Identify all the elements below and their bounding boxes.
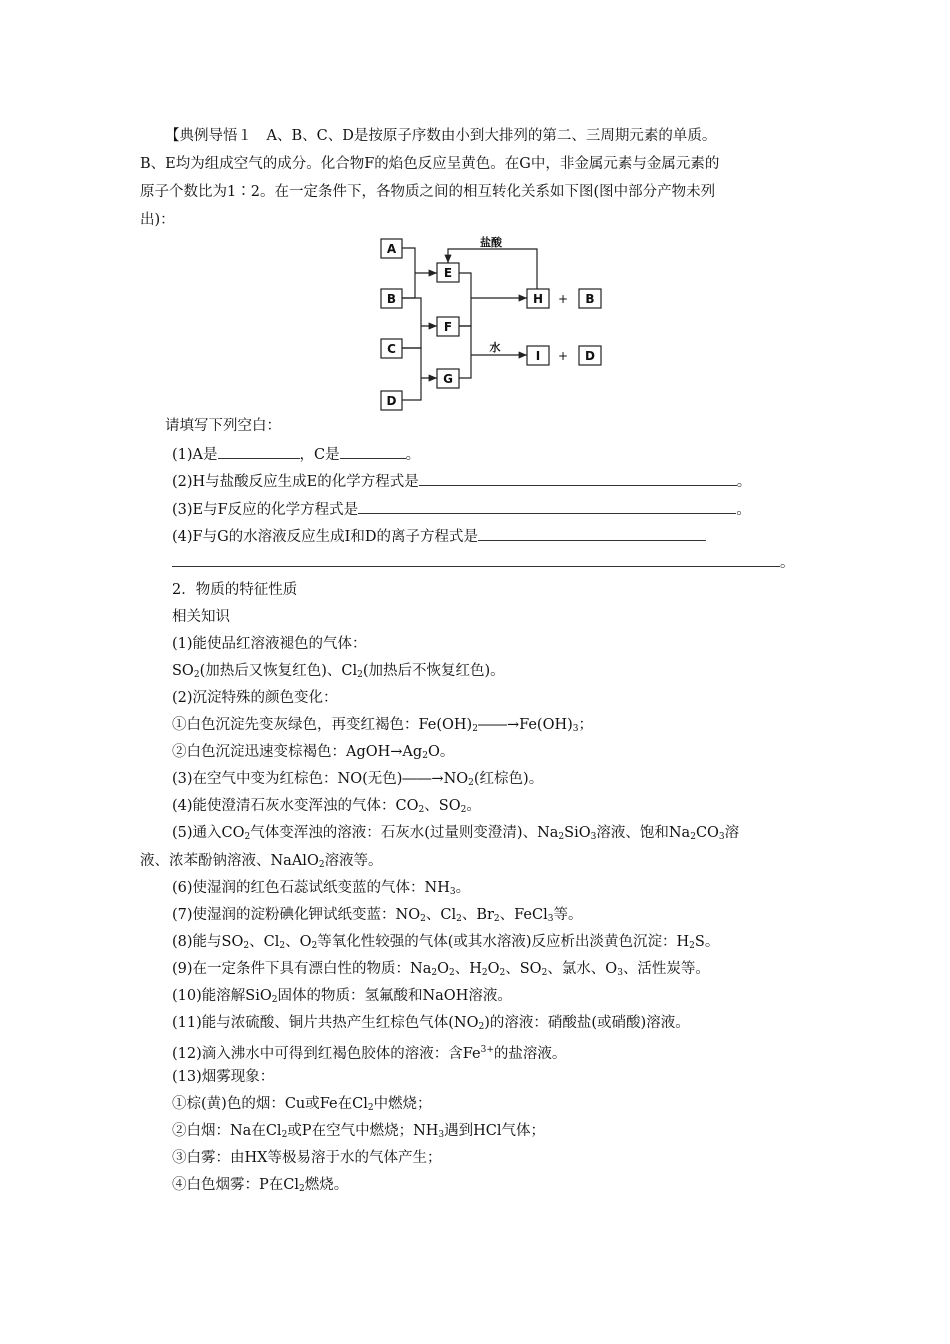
question-prompt: 请填写下列空白： bbox=[165, 418, 281, 434]
section-heading: 2．物质的特征性质 bbox=[172, 582, 298, 598]
question-4-cont bbox=[172, 552, 795, 573]
item-6: (6)使湿润的红色石蕊试纸变蓝的气体：$NH_3$。 bbox=[172, 880, 471, 897]
label-c: C bbox=[387, 342, 396, 356]
reaction-diagram bbox=[370, 228, 615, 418]
question-2 bbox=[172, 471, 751, 492]
intro-line-2: B、E均为组成空气的成分。化合物F的焰色反应呈黄色。在G中，非金属元素与金属元素的 bbox=[140, 156, 720, 172]
label-d-product: D bbox=[585, 349, 595, 363]
answer-blank-3[interactable] bbox=[358, 499, 736, 514]
label-hydrochloric-acid: 盐酸 bbox=[480, 236, 502, 249]
item-11: (11)能与浓硫酸、铜片共热产生红棕色气体$(NO_2)$的溶液：硝酸盐(或硝酸)溶液。 bbox=[172, 1015, 690, 1032]
q1-c-label: ，C是 bbox=[299, 447, 340, 463]
item-13-3: ③白雾：由HX等极易溶于水的气体产生； bbox=[172, 1150, 442, 1166]
item-2-title: (2)沉淀特殊的颜色变化： bbox=[172, 690, 338, 706]
question-4 bbox=[172, 526, 706, 547]
item-1-body: $SO_2$(加热后又恢复红色)、$Cl_2$(加热后不恢复红色)。 bbox=[172, 663, 505, 680]
item-7: (7)使湿润的淀粉碘化钾试纸变蓝：$NO_2$、$Cl_2$、$Br_2$、FeCl$_3$等。 bbox=[172, 907, 583, 924]
q4-label: (4)F与G的水溶液反应生成I和D的离子方程式是 bbox=[172, 529, 479, 545]
item-10: (10)能溶解SiO$_2$固体的物质：氢氟酸和NaOH溶液。 bbox=[172, 988, 512, 1005]
item-13-4: ④白色烟雾：P在$Cl_2$燃烧。 bbox=[172, 1177, 349, 1194]
label-d: D bbox=[386, 394, 397, 408]
item-13-2: ②白烟：Na在$Cl_2$或P在空气中燃烧；$NH_3$遇到HCl气体； bbox=[172, 1123, 546, 1140]
q1-a-label: (1)A是 bbox=[172, 447, 218, 463]
label-a: A bbox=[386, 242, 397, 256]
q3-end: 。 bbox=[736, 502, 751, 518]
answer-blank-a[interactable] bbox=[218, 444, 300, 459]
label-f: F bbox=[443, 320, 453, 334]
label-g: G bbox=[443, 372, 453, 386]
answer-blank-c[interactable] bbox=[340, 444, 406, 459]
plus-sign-1: + bbox=[557, 292, 569, 306]
intro-line-4: 出)： bbox=[140, 212, 175, 228]
item-1-title: (1)能使品红溶液褪色的气体： bbox=[172, 636, 367, 652]
label-h: H bbox=[532, 292, 544, 306]
q3-label: (3)E与F反应的化学方程式是 bbox=[172, 502, 359, 518]
intro-line-3: 原子个数比为1∶2。在一定条件下，各物质之间的相互转化关系如下图(图中部分产物未列 bbox=[140, 184, 716, 200]
item-12: (12)滴入沸水中可得到红褐色胶体的溶液：含$Fe^{3+}$的盐溶液。 bbox=[172, 1045, 567, 1062]
intro-line-1: 【典例导悟１ A、B、C、D是按原子序数由小到大排列的第二、三周期元素的单质。 bbox=[165, 128, 717, 144]
label-water: 水 bbox=[489, 341, 501, 354]
label-b: B bbox=[386, 292, 397, 306]
item-9: (9)在一定条件下具有漂白性的物质：$Na_2O_2$、$H_2O_2$、$SO_2$、氯水、$O_3$、活性炭等。 bbox=[172, 961, 710, 978]
question-1 bbox=[172, 444, 420, 465]
item-5: (5)通入$CO_2$气体变浑浊的溶液：石灰水(过量则变澄清)、$Na_2SiO_3$溶液、饱和$Na_2CO_3$溶 bbox=[172, 825, 740, 842]
q4-end: 。 bbox=[780, 555, 795, 571]
item-2-1: ①白色沉淀先变灰绿色，再变红褐色：$Fe(OH)_2――\to Fe(OH)_3$； bbox=[172, 717, 594, 734]
item-3: (3)在空气中变为红棕色：NO(无色)$――\to NO_2$(红棕色)。 bbox=[172, 771, 544, 788]
item-4: (4)能使澄清石灰水变浑浊的气体：$CO_2$、$SO_2$。 bbox=[172, 798, 481, 815]
item-13-1: ①棕(黄)色的烟：Cu或Fe在$Cl_2$中燃烧； bbox=[172, 1096, 432, 1113]
item-5-cont: 液、浓苯酚钠溶液、NaAlO$_2$溶液等。 bbox=[140, 853, 383, 870]
q1-end: 。 bbox=[405, 447, 421, 463]
answer-blank-4b[interactable] bbox=[172, 552, 780, 567]
item-8: (8)能与$SO_2$、$Cl_2$、$O_2$等氧化性较强的气体(或其水溶液)反应析出淡黄色沉淀：$H_2S$。 bbox=[172, 934, 720, 951]
q2-label: (2)H与盐酸反应生成E的化学方程式是 bbox=[172, 474, 419, 490]
section-subheading: 相关知识 bbox=[172, 609, 230, 625]
label-b-product: B bbox=[585, 292, 595, 306]
item-2-2: ②白色沉淀迅速变棕褐色：$AgOH\to Ag_2O$。 bbox=[172, 744, 455, 761]
label-e: E bbox=[443, 266, 453, 280]
answer-blank-2[interactable] bbox=[419, 471, 737, 486]
plus-sign-2: + bbox=[557, 349, 569, 363]
q2-end: 。 bbox=[736, 474, 752, 490]
label-i: I bbox=[535, 349, 541, 363]
answer-blank-4a[interactable] bbox=[478, 526, 706, 541]
question-3 bbox=[172, 499, 751, 520]
item-13-title: (13)烟雾现象： bbox=[172, 1069, 275, 1085]
